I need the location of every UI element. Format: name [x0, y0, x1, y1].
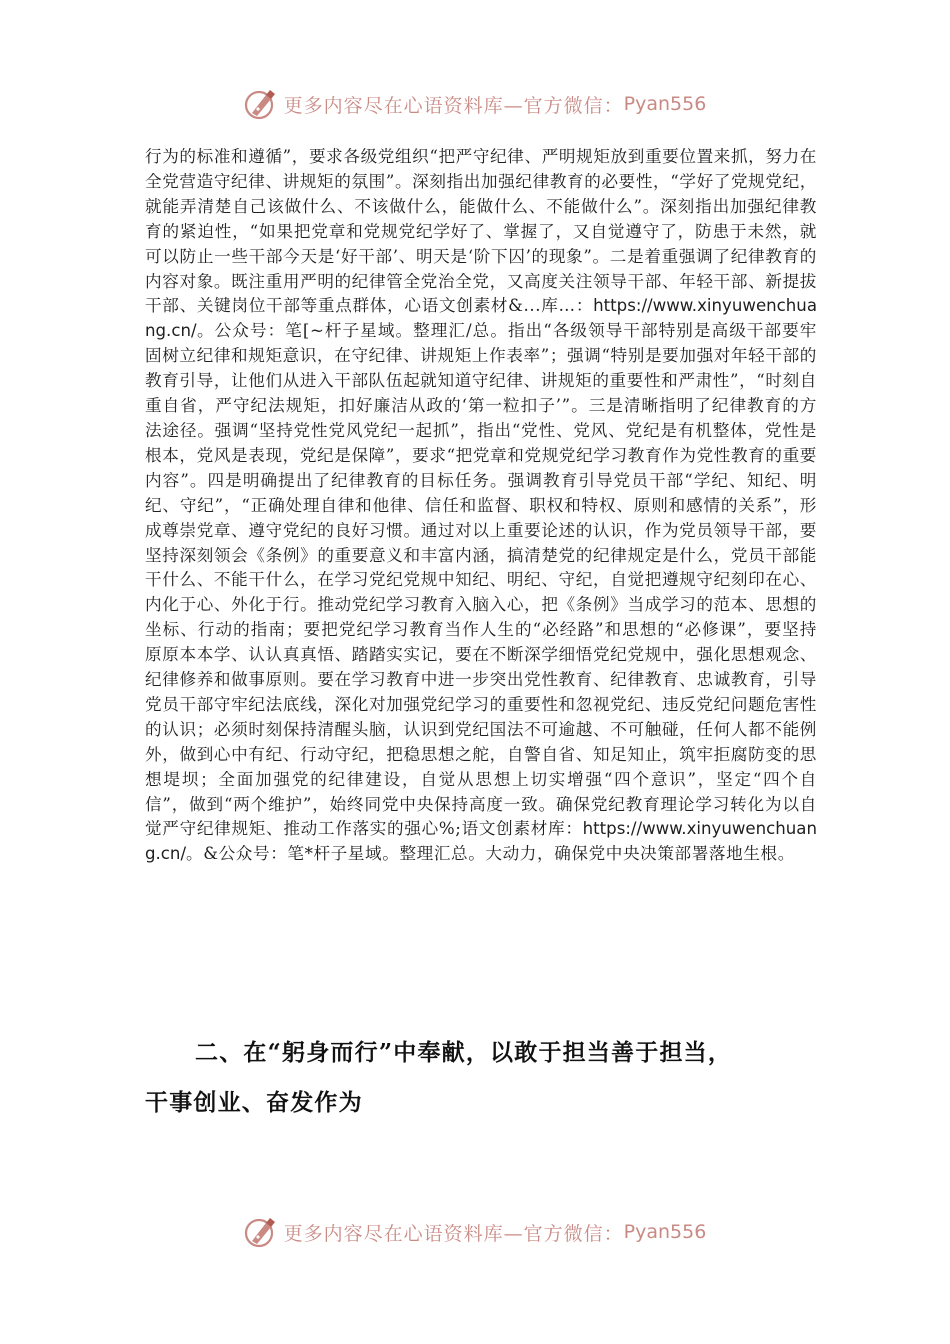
pen-nib-logo-icon — [244, 1215, 278, 1249]
body-text-part3: 。&公众号：笔*杆子星域。整理汇总。大动力，确保党中央决策部署落地生根。 — [186, 844, 795, 864]
banner-text: 更多内容尽在心语资料库—官方微信： — [283, 1222, 624, 1245]
body-paragraph — [145, 145, 817, 867]
pen-nib-logo-icon — [244, 87, 278, 121]
footer-watermark-banner — [0, 1210, 950, 1254]
banner-text: 更多内容尽在心语资料库—官方微信： — [283, 94, 624, 117]
section-heading-line-1: 二、在“躬身而行”中奉献，以敢于担当善于担当， — [195, 1039, 733, 1066]
header-watermark-banner — [0, 82, 950, 126]
section-heading-line-2: 干事创业、奋发作为 — [145, 1089, 363, 1116]
body-url-2: https://www.xinyuwenchuang.cn/ — [145, 819, 817, 864]
banner-handle: Pyan556 — [623, 1221, 707, 1243]
banner-handle: Pyan556 — [623, 93, 707, 115]
body-text-part1: 行为的标准和遵循”，要求各级党组织“把严守纪律、严明规矩放到重要位置来抓，努力在全党营造守纪律、讲规矩的氛围”。深刻指出加强纪律教育的必要性，“学好了党规党纪，就能弄清楚自己该做什么、不该做什么，能做什么、不能做什么”。深刻指出加强纪律教育的紧迫性，“如果把党章和党规党纪学好了、掌握了，又自觉遵守了，防患于未然，就可以防止一些干部今天是‘好干部’、明天是‘阶下囚’的现象”。二是着重强调了纪律教育的内容对象。既注重用严明的纪律管全党治全党，又高度关注领导干部、年轻干部、新提拔干部、关键岗位干部等重点群体，心语文创素材&...库…： — [145, 147, 817, 316]
body-text-part2: 。公众号：笔[~杆子星域。整理汇/总。指出“各级领导干部特别是高级干部要牢固树立纪律和规矩意识，在守纪律、讲规矩上作表率”；强调“特别是要加强对年轻干部的教育引导，让他们从进入干部队伍起就知道守纪律、讲规矩的重要性和严肃性”，“时刻自重自省，严守纪法规矩，扣好廉洁从政的‘第一粒扣子’”。三是清晰指明了纪律教育的方法途径。强调“坚持党性党风党纪一起抓”，指出“党性、党风、党纪是有机整体，党性是根本，党风是表现，党纪是保障”，要求“把党章和党规党纪学习教育作为党性教育的重要内容”。四是明确提出了纪律教育的目标任务。强调教育引导党员干部“学纪、知纪、明纪、守纪”，“正确处理自律和他律、信任和监督、职权和特权、原则和感情的关系”，形成尊崇党章、遵守党纪的良好习惯。通过对以上重要论述的认识，作为党员领导干部，要坚持深刻领会《条例》的重要意义和丰富内涵，搞清楚党的纪律规定是什么，党员干部能干什么、不能干什么，在学习党纪党规中知纪、明纪、守纪，自觉把遵规守纪刻印在心、内化于心、外化于行。推动党纪学习教育入脑入心，把《条例》当成学习的范本、思想的坐标、行动的指南；要把党纪学习教育当作人生的“必经路”和思想的“必修课”，要坚持原原本本学、认认真真悟、踏踏实实记，要在不断深学细悟党纪党规中，强化思想观念、纪律修养和做事原则。要在学习教育中进一步突出党性教育、纪律教育、忠诚教育，引导党员干部守牢纪法底线，深化对加强党纪学习的重要性和忽视党纪、违反党纪问题危害性的认识；必须时刻保持清醒头脑，认识到党纪国法不可逾越、不可触碰，任何人都不能例外，做到心中有纪、行动守纪，把稳思想之舵，自警自省、知足知止，筑牢拒腐防变的思想堤坝；全面加强党的纪律建设，自觉从思想上切实增强“四个意识”，坚定“四个自信”，做到“两个维护”，始终同党中央保持高度一致。确保党纪教育理论学习转化为以自觉严守纪律规矩、推动工作落实的强心%;语文创素材库： — [145, 321, 817, 839]
body-url-1: https://www.xinyuwenchuang.cn/ — [145, 296, 817, 341]
